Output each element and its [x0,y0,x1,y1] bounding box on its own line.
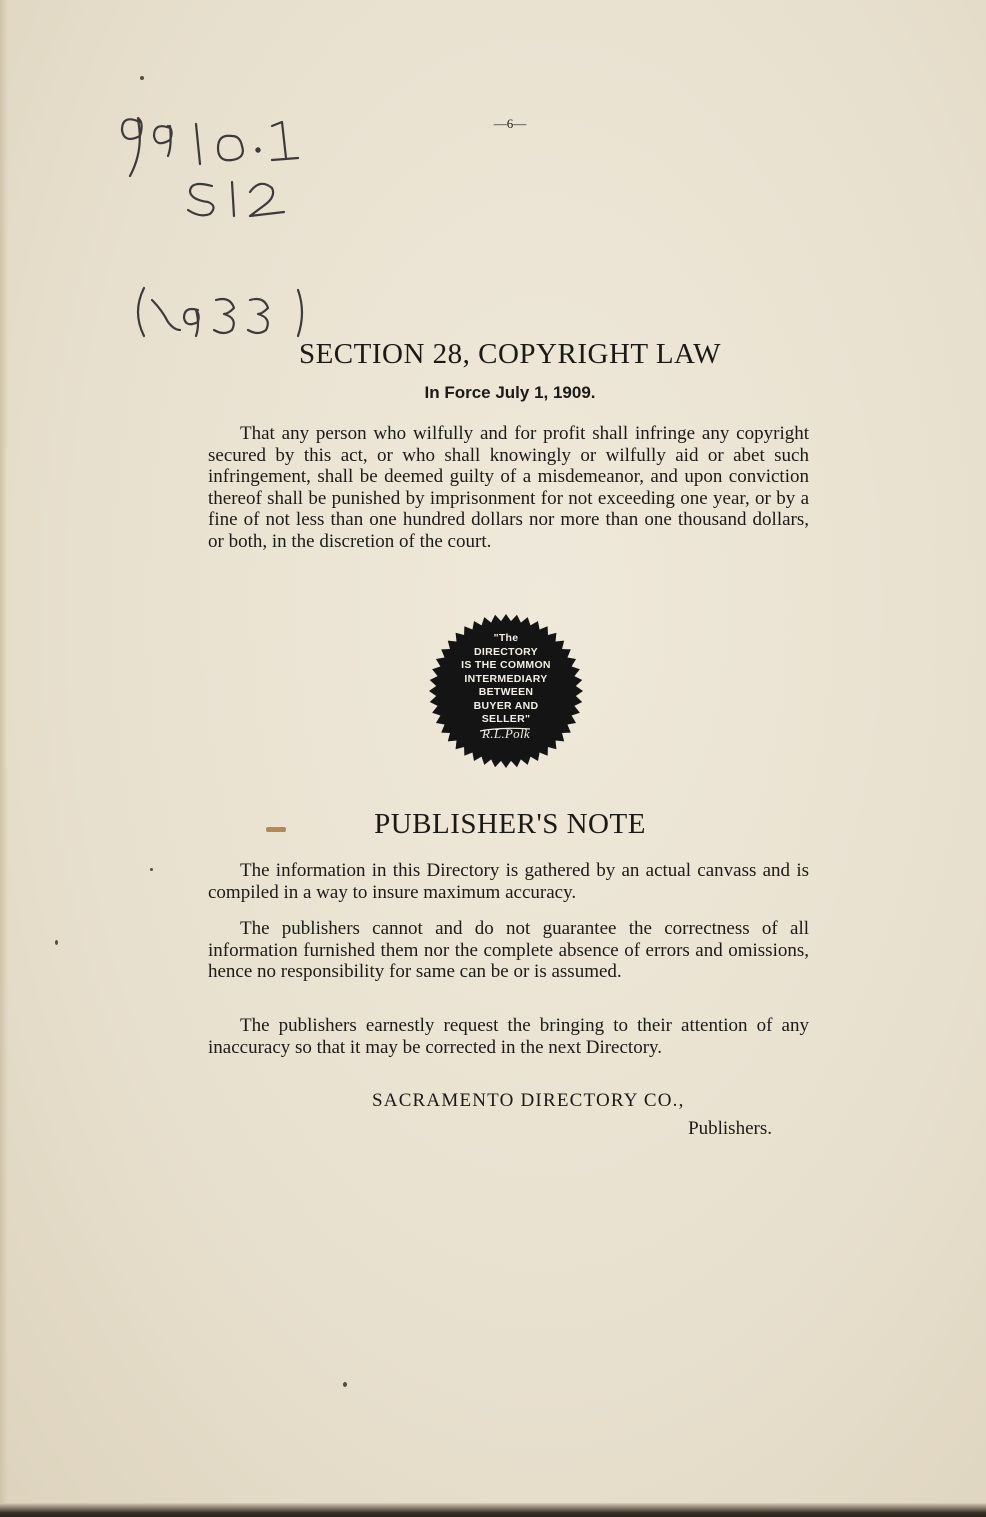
paper-speck [55,940,58,945]
note-text: The publishers earnestly request the bringing to their attention of any inaccuracy so that it may be corrected in the next Directory. [208,1015,809,1058]
seal-line: BETWEEN [478,686,534,698]
note-text: The information in this Directory is gathered by an actual canvass and is compiled in a way to insure maximum accuracy. [208,860,809,903]
publisher-company: SACRAMENTO DIRECTORY CO., [372,1090,685,1111]
page-left-edge [0,0,8,1517]
handwritten-call-number [0,0,330,360]
law-paragraph [208,423,809,552]
note-paragraph [208,918,809,983]
paper-speck [150,868,153,871]
section-subtitle: In Force July 1, 1909. [424,383,596,402]
seal-line: BUYER AND SELLER" [473,699,539,725]
paper-speck [140,76,144,80]
note-paragraph [208,860,809,903]
section-title: SECTION 28, COPYRIGHT LAW [298,338,722,370]
note-text: The publishers cannot and do not guarantee the correctness of all information furnished them nor the complete absence of errors and omissions, hence no responsibility for same can be or is assumed. [208,918,809,982]
seal-line: "The [493,632,519,644]
seal-line: IS THE COMMON [461,659,551,671]
publisher-role: Publishers. [688,1118,772,1139]
seal-line: INTERMEDIARY [464,672,548,685]
seal-line: DIRECTORY [474,645,538,658]
seal-signature: R.L.Polk [482,725,530,741]
publishers-note-title: PUBLISHER'S NOTE [374,808,646,840]
page-bottom-edge [0,1503,986,1517]
page-number: —6— [493,116,527,131]
law-text: That any person who wilfully and for profit shall infringe any copyright secured by this act, or who shall knowingly or wilfully aid or abet such infringement, shall be deemed guilty of a misdemeanor, and upon conviction thereof shall be punished by imprisonment for not exceeding one year, or by a fine of not less than one hundred dollars nor more than one thousand dollars, or both, in the discretion of the court. [208,423,809,552]
note-paragraph [208,1015,809,1058]
seal-text [448,632,564,740]
paper-speck [343,1382,347,1387]
